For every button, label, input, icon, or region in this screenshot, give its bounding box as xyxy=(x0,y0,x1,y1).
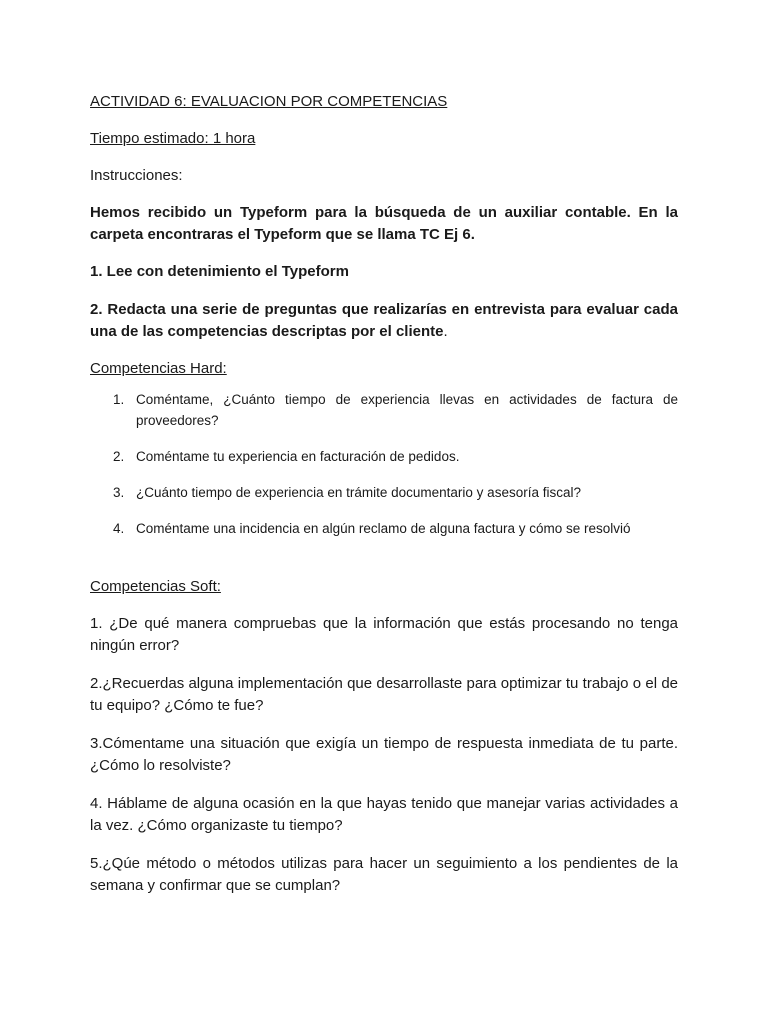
soft-skill-item: 1. ¿De qué manera compruebas que la información que estás procesando no tenga ningún error? xyxy=(90,615,678,654)
instructions-label: Instrucciones: xyxy=(90,167,183,184)
document-title: ACTIVIDAD 6: EVALUACION POR COMPETENCIAS xyxy=(90,93,448,110)
hard-skill-text: Coméntame, ¿Cuánto tiempo de experiencia llevas en actividades de factura de proveedores? xyxy=(136,392,678,428)
hard-skill-item xyxy=(113,518,678,539)
list-number: 2. xyxy=(113,449,125,464)
hard-skill-item xyxy=(113,389,678,431)
step-2 xyxy=(90,299,678,343)
hard-skills-heading: Competencias Hard: xyxy=(90,360,227,377)
soft-skill-item: 5.¿Qúe método o métodos utilizas para hacer un seguimiento a los pendientes de la semana y confirmar que se cumplan? xyxy=(90,855,678,894)
list-number: 3. xyxy=(113,485,125,500)
hard-skills-list xyxy=(90,389,678,539)
list-number: 4. xyxy=(113,521,125,536)
soft-skills-heading: Competencias Soft: xyxy=(90,578,221,595)
soft-skill-item: 2.¿Recuerdas alguna implementación que desarrollaste para optimizar tu trabajo o el de tu equipo? ¿Cómo te fue? xyxy=(90,675,678,714)
soft-skill-item: 3.Cómentame una situación que exigía un tiempo de respuesta inmediata de tu parte. ¿Cómo lo resolviste? xyxy=(90,735,678,774)
hard-skill-text: Coméntame una incidencia en algún reclamo de alguna factura y cómo se resolvió xyxy=(136,521,631,536)
step-2-text: 2. Redacta una serie de preguntas que realizarías en entrevista para evaluar cada una de las competencias descriptas por el cliente xyxy=(90,301,678,340)
step-1: 1. Lee con detenimiento el Typeform xyxy=(90,263,349,280)
hard-skill-text: ¿Cuánto tiempo de experiencia en trámite documentario y asesoría fiscal? xyxy=(136,485,581,500)
hard-skill-item xyxy=(113,446,678,467)
intro-paragraph: Hemos recibido un Typeform para la búsqueda de un auxiliar contable. En la carpeta encontraras el Typeform que se llama TC Ej 6. xyxy=(90,204,678,243)
time-estimate: Tiempo estimado: 1 hora xyxy=(90,130,256,147)
list-number: 1. xyxy=(113,392,125,407)
hard-skill-text: Coméntame tu experiencia en facturación de pedidos. xyxy=(136,449,460,464)
document-page xyxy=(90,91,678,897)
hard-skill-item xyxy=(113,482,678,503)
step-2-period: . xyxy=(443,323,448,340)
soft-skill-item: 4. Háblame de alguna ocasión en la que hayas tenido que manejar varias actividades a la vez. ¿Cómo organizaste tu tiempo? xyxy=(90,795,678,834)
